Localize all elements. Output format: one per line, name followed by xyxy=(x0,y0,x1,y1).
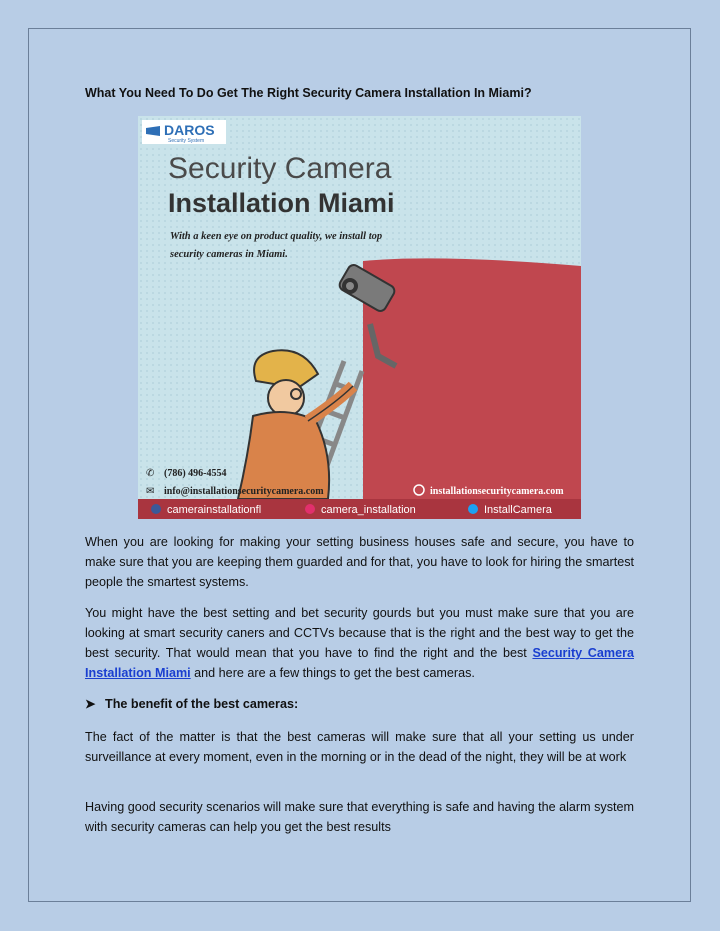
banner-headline-1: Security Camera xyxy=(168,152,392,185)
red-wall xyxy=(363,258,581,499)
banner-phone: (786) 496-4554 xyxy=(164,468,227,479)
banner-twitter: InstallCamera xyxy=(484,504,552,516)
bullet-heading: ➤ The benefit of the best cameras: xyxy=(85,697,299,711)
document-title: What You Need To Do Get The Right Security Camera Installation In Miami? xyxy=(85,86,532,100)
security-camera-installation-link[interactable]: Security Camera Installation Miami xyxy=(85,646,634,680)
paragraph-2: You might have the best setting and bet security gourds but you must make sure that you are looking at smart security caners and CCTVs because that is the right and the best way to get the best security. That would mean that you have to find the right and the best Security Camera Installation Miami and here are a few things to get the best cameras. xyxy=(85,606,634,680)
paragraph-3: The fact of the matter is that the best cameras will make sure that all your setting us under surveillance at every moment, even in the morning or in the dead of the night, they will be at work xyxy=(85,730,634,764)
logo-tagline: Security System xyxy=(168,138,205,144)
banner-instagram: camera_installation xyxy=(321,504,416,516)
paragraph-1: When you are looking for making your setting business houses safe and secure, you have to make sure that you are keeping them guarded and for that, you have to look for hiring the smartest people the smartest systems. xyxy=(85,535,634,589)
banner-email: info@installationsecuritycamera.com xyxy=(164,486,324,497)
svg-text:✉: ✉ xyxy=(146,486,155,497)
twitter-icon xyxy=(468,504,478,514)
banner-tagline-2: security cameras in Miami. xyxy=(170,249,288,260)
banner-headline-2: Installation Miami xyxy=(168,188,395,218)
banner-tagline-1: With a keen eye on product quality, we install top xyxy=(170,231,383,242)
arrow-bullet-icon: ➤ xyxy=(85,697,96,711)
banner-image xyxy=(138,116,581,519)
banner-website: installationsecuritycamera.com xyxy=(430,486,564,497)
svg-text:✆: ✆ xyxy=(146,468,155,479)
daros-logo xyxy=(142,120,226,144)
paragraph-4: Having good security scenarios will make sure that everything is safe and having the alarm system with security cameras can help you get the best results xyxy=(85,800,634,834)
facebook-icon xyxy=(151,504,161,514)
instagram-icon xyxy=(305,504,315,514)
banner-facebook: camerainstallationfl xyxy=(167,504,262,516)
logo-brand: DAROS xyxy=(164,122,215,138)
